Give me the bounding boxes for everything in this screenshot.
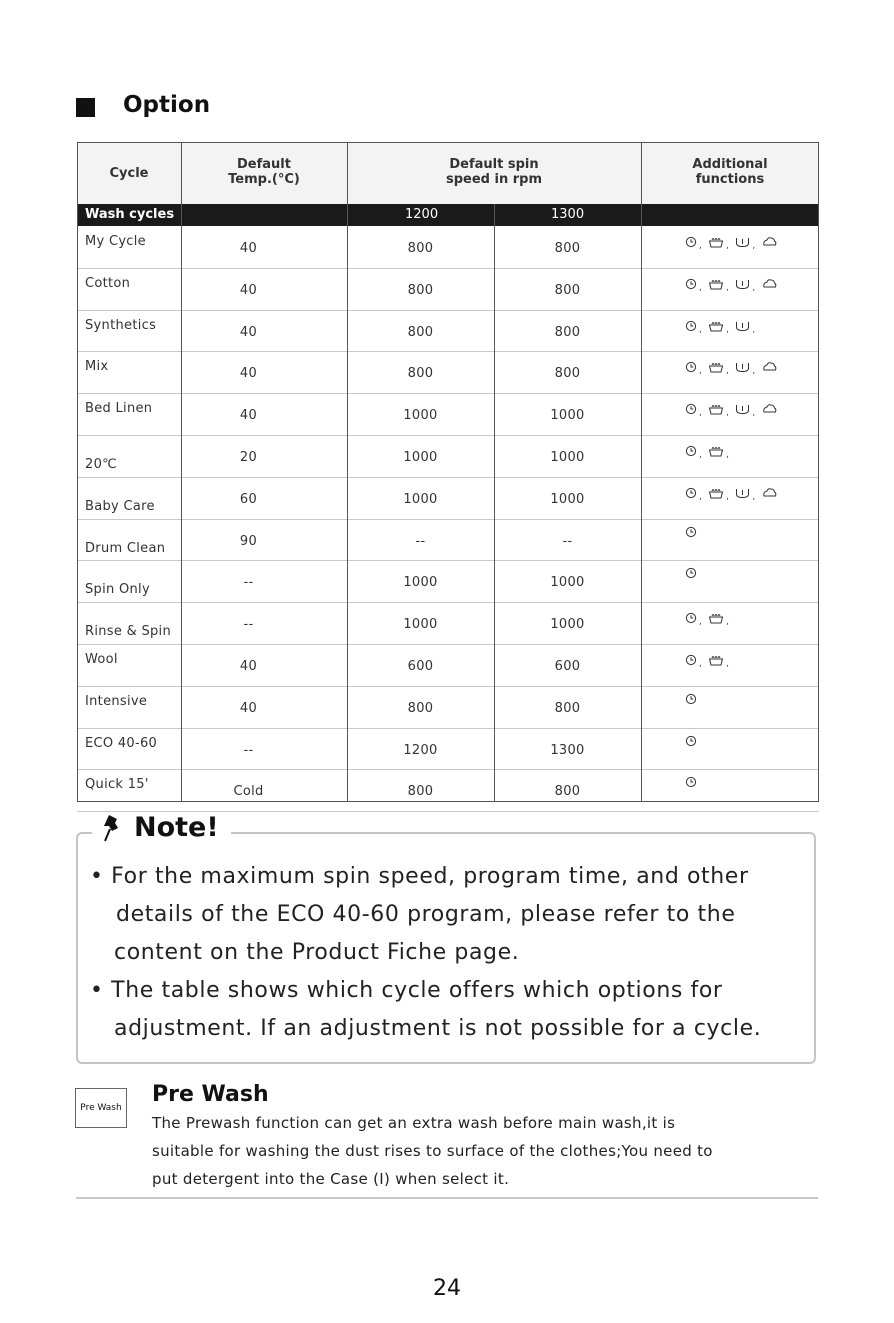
spin-1200: 600	[407, 659, 434, 674]
spin-1300: 1000	[550, 492, 585, 507]
header-spin-line2: speed in rpm	[445, 172, 542, 187]
row-divider	[77, 686, 819, 687]
additional-functions	[685, 275, 777, 293]
easy-iron-icon	[762, 361, 777, 373]
default-temp: Cold	[233, 784, 264, 799]
additional-functions	[685, 651, 733, 669]
prewash-button	[75, 1088, 127, 1128]
additional-functions	[685, 526, 697, 538]
cycle-name: ECO 40-60	[85, 736, 158, 751]
icon-separator: ,	[752, 366, 756, 376]
model-1300-label: 1300	[551, 207, 585, 222]
section-title: Option	[123, 92, 211, 118]
row-divider	[77, 268, 819, 269]
note-line: content on the Product Fiche page.	[114, 940, 520, 965]
table-border-bottom	[77, 801, 819, 802]
clock-icon	[685, 612, 697, 624]
easy-iron-icon	[762, 278, 777, 290]
icon-separator: ,	[752, 283, 756, 293]
additional-functions	[685, 233, 777, 251]
spin-1200: 1000	[403, 492, 438, 507]
prewash-basin-icon	[708, 654, 724, 667]
default-temp: 40	[239, 659, 258, 674]
default-temp: 20	[239, 450, 258, 465]
default-temp: 90	[239, 534, 258, 549]
cycle-name: My Cycle	[85, 234, 146, 249]
easy-iron-icon	[762, 487, 777, 499]
prewash-basin-icon	[708, 403, 724, 416]
additional-functions	[685, 358, 777, 376]
cycle-name: Rinse & Spin	[85, 624, 172, 639]
row-divider	[77, 477, 819, 478]
spin-1300: 1000	[550, 617, 585, 632]
spin-1300: --	[562, 534, 573, 549]
icon-separator: ,	[699, 366, 703, 376]
table-divider	[347, 142, 348, 802]
icon-separator: ,	[726, 450, 730, 460]
additional-functions	[685, 400, 777, 418]
table-border-top	[77, 142, 819, 143]
row-divider	[77, 393, 819, 394]
header-spin	[347, 157, 641, 187]
header-functions-line1: Additional	[692, 157, 768, 172]
header-temp	[181, 157, 347, 187]
row-divider	[77, 519, 819, 520]
clock-icon	[685, 654, 697, 666]
default-temp: 40	[239, 325, 258, 340]
additional-functions	[685, 567, 697, 579]
note-line: • The table shows which cycle offers which options for	[90, 978, 723, 1003]
extra-rinse-icon	[735, 278, 750, 290]
prewash-basin-icon	[708, 612, 724, 625]
icon-separator: ,	[699, 617, 703, 627]
clock-icon	[685, 236, 697, 248]
table-border-right	[818, 142, 819, 802]
spin-1300: 1000	[550, 450, 585, 465]
clock-icon	[685, 735, 697, 747]
section-marker-square	[76, 98, 95, 117]
header-cycle: Cycle	[109, 166, 149, 181]
header-functions-line2: functions	[695, 172, 765, 187]
icon-separator: ,	[699, 450, 703, 460]
default-temp: 40	[239, 283, 258, 298]
cycle-name: Bed Linen	[85, 401, 153, 416]
options-table	[77, 142, 819, 802]
icon-separator: ,	[752, 408, 756, 418]
prewash-basin-icon	[708, 445, 724, 458]
spin-1200: 1000	[403, 617, 438, 632]
icon-separator: ,	[699, 408, 703, 418]
additional-functions	[685, 776, 697, 788]
spin-1300: 800	[554, 283, 581, 298]
default-temp: 40	[239, 366, 258, 381]
prewash-basin-icon	[708, 320, 724, 333]
icon-separator: ,	[726, 408, 730, 418]
header-temp-line2: Temp.(°C)	[228, 172, 300, 187]
row-divider	[77, 644, 819, 645]
note-line: adjustment. If an adjustment is not possible for a cycle.	[114, 1016, 762, 1041]
default-temp: 40	[239, 701, 258, 716]
table-border-left	[77, 142, 78, 802]
prewash-title: Pre Wash	[152, 1082, 269, 1107]
prewash-basin-icon	[708, 361, 724, 374]
header-functions	[641, 157, 819, 187]
row-divider	[77, 351, 819, 352]
clock-icon	[685, 320, 697, 332]
spin-1200: 800	[407, 784, 434, 799]
icon-separator: ,	[752, 325, 756, 335]
row-divider	[77, 310, 819, 311]
spin-1200: --	[415, 534, 426, 549]
cycle-name: Mix	[85, 359, 109, 374]
section-divider	[76, 1197, 818, 1199]
spin-1300: 1000	[550, 408, 585, 423]
prewash-basin-icon	[708, 487, 724, 500]
icon-separator: ,	[726, 325, 730, 335]
clock-icon	[685, 403, 697, 415]
icon-separator: ,	[699, 659, 703, 669]
easy-iron-icon	[762, 236, 777, 248]
spin-1300: 600	[554, 659, 581, 674]
header-spin-line1: Default spin	[449, 157, 539, 172]
easy-iron-icon	[762, 403, 777, 415]
spin-1200: 800	[407, 283, 434, 298]
icon-separator: ,	[752, 241, 756, 251]
spin-1300: 800	[554, 325, 581, 340]
cycle-name: Cotton	[85, 276, 131, 291]
default-temp: --	[243, 617, 254, 632]
additional-functions	[685, 693, 697, 705]
spin-1200: 800	[407, 241, 434, 256]
icon-separator: ,	[699, 492, 703, 502]
spin-1300: 800	[554, 701, 581, 716]
model-1200-label: 1200	[405, 207, 439, 222]
table-divider	[641, 142, 642, 802]
extra-rinse-icon	[735, 487, 750, 499]
cycle-name: Synthetics	[85, 318, 157, 333]
clock-icon	[685, 278, 697, 290]
wash-cycles-label: Wash cycles	[85, 207, 175, 222]
default-temp: 40	[239, 408, 258, 423]
note-title: Note!	[134, 812, 219, 843]
table-divider	[181, 142, 182, 802]
extra-rinse-icon	[735, 361, 750, 373]
page-number: 24	[433, 1276, 461, 1301]
default-temp: --	[243, 575, 254, 590]
icon-separator: ,	[726, 366, 730, 376]
spin-1300: 1000	[550, 575, 585, 590]
extra-rinse-icon	[735, 403, 750, 415]
icon-separator: ,	[699, 241, 703, 251]
default-temp: --	[243, 743, 254, 758]
note-box	[76, 832, 816, 1064]
spin-1300: 800	[554, 366, 581, 381]
additional-functions	[685, 609, 733, 627]
icon-separator: ,	[699, 283, 703, 293]
extra-rinse-icon	[735, 236, 750, 248]
cycle-name: Quick 15'	[85, 777, 149, 792]
spin-1200: 800	[407, 701, 434, 716]
additional-functions	[685, 484, 777, 502]
spin-1200: 1200	[403, 743, 438, 758]
row-divider	[77, 435, 819, 436]
spin-1200: 1000	[403, 575, 438, 590]
spin-1300: 800	[554, 784, 581, 799]
prewash-basin-icon	[708, 236, 724, 249]
prewash-text-line: put detergent into the Case (I) when select it.	[152, 1170, 510, 1188]
spin-1200: 800	[407, 366, 434, 381]
icon-separator: ,	[726, 492, 730, 502]
icon-separator: ,	[752, 492, 756, 502]
cycle-name: Spin Only	[85, 582, 150, 597]
spin-1200: 1000	[403, 450, 438, 465]
clock-icon	[685, 487, 697, 499]
cycle-name: Baby Care	[85, 499, 155, 514]
clock-icon	[685, 526, 697, 538]
cycle-name: Intensive	[85, 694, 148, 709]
additional-functions	[685, 442, 733, 460]
spin-1200: 1000	[403, 408, 438, 423]
note-header	[92, 812, 231, 843]
spin-1200: 800	[407, 325, 434, 340]
extra-rinse-icon	[735, 320, 750, 332]
icon-separator: ,	[726, 241, 730, 251]
clock-icon	[685, 361, 697, 373]
cycle-name: Wool	[85, 652, 118, 667]
icon-separator: ,	[699, 325, 703, 335]
prewash-basin-icon	[708, 278, 724, 291]
additional-functions	[685, 735, 697, 747]
note-line: details of the ECO 40-60 program, please refer to the	[116, 902, 736, 927]
pushpin-icon	[100, 813, 122, 843]
header-temp-line1: Default	[237, 157, 291, 172]
icon-separator: ,	[726, 283, 730, 293]
icon-separator: ,	[726, 659, 730, 669]
prewash-text-line: suitable for washing the dust rises to surface of the clothes;You need to	[152, 1142, 713, 1160]
clock-icon	[685, 776, 697, 788]
row-divider	[77, 602, 819, 603]
default-temp: 40	[239, 241, 258, 256]
default-temp: 60	[239, 492, 258, 507]
cycle-name: Drum Clean	[85, 541, 166, 556]
spin-1300: 1300	[550, 743, 585, 758]
prewash-button-label: Pre Wash	[80, 1103, 122, 1113]
row-divider	[77, 728, 819, 729]
cycle-name: 20℃	[85, 457, 118, 472]
wash-cycles-bar	[77, 204, 819, 226]
icon-separator: ,	[726, 617, 730, 627]
table-divider	[494, 204, 495, 802]
clock-icon	[685, 445, 697, 457]
prewash-text-line: The Prewash function can get an extra wash before main wash,it is	[152, 1114, 676, 1132]
note-line: • For the maximum spin speed, program time, and other	[90, 864, 749, 889]
spin-1300: 800	[554, 241, 581, 256]
row-divider	[77, 560, 819, 561]
clock-icon	[685, 693, 697, 705]
row-divider	[77, 769, 819, 770]
additional-functions	[685, 317, 760, 335]
clock-icon	[685, 567, 697, 579]
